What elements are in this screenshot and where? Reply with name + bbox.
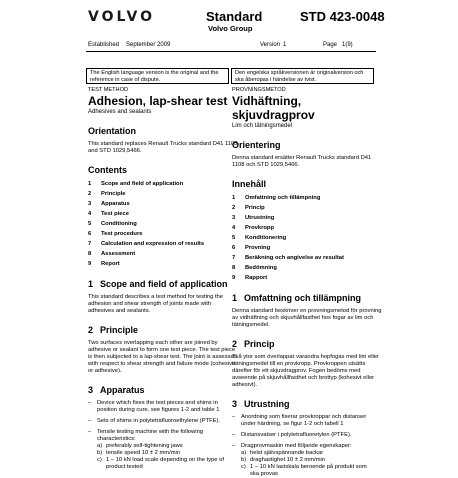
toc-item[interactable]: 9 Rapport [232,275,268,281]
toc-item[interactable]: 5 Conditioning [88,221,137,227]
standard-number: STD 423-0048 [300,9,385,24]
method-label: PROVNINGSMETOD [232,87,286,93]
section-3-heading: 3 Apparatus [88,385,145,395]
section-2-heading: 2 Principle [88,325,139,335]
method-label: TEST METHOD [88,87,128,93]
english-column [88,87,238,471]
apparatus-subitem: b) tensile speed 10 ± 2 mm/min [97,450,181,456]
toc-item[interactable]: 4 Test piece [88,211,129,217]
document-title: Vidhäftning, skjuvdragprov [232,94,315,122]
section-1-text: This standard describes a test method for testing the adhesion and shear strength of joints made with adhesives and sealants. [88,294,224,314]
toc-item[interactable]: 1 Scope and field of application [88,181,184,187]
apparatus-item: – Tensile testing machine with the following characteristics: [88,429,238,443]
section-1-heading: 1 Scope and field of application [88,279,228,289]
header-title: Standard [206,9,263,24]
language-note-en: The English language version is the original and the reference in case of dispute. [86,68,229,84]
apparatus-subitem: b) draghastighet 10 ± 2 mm/min [241,457,326,463]
document-subtitle: Lim och tätningsmedel [232,123,293,129]
orientation-text: This standard replaces Renault Trucks standard D41 1108 and STD 1029,5466. [88,141,238,154]
orientation-heading: Orientering [232,140,281,150]
apparatus-subitem: a) helst självspännande backar [241,450,324,456]
swedish-column [232,87,382,478]
header-subtitle: Volvo Group [208,24,253,33]
version-label: Version [260,42,281,48]
toc-item[interactable]: 6 Provning [232,245,271,251]
language-note-sv: Den engelska språkversionen är originalversion och ska åberopas i händelse av tvist. [231,68,374,84]
section-2-text: Två ytor som överlappar varandra hopfogas med lim eller tätningsmedel till en provkropp. Provkroppen utsätts därefter för ett skjuvdragprov. Fogen bedöms med avseende på skjuvhållfasthet och brottyp (kohesivt eller adhesivt). [232,354,379,388]
apparatus-item: – Distansvatser i polytetrafluoretylen (PTFE). [232,432,382,439]
toc-item[interactable]: 5 Konditionering [232,235,287,241]
version-value: 1 [283,42,287,48]
orientation-heading: Orientation [88,126,137,136]
apparatus-subitem: c) 1 – 10 kN lastskala beroende på produkt som [241,464,367,470]
section-1-heading: 1 Omfattning och tillämpning [232,293,361,303]
toc-item[interactable]: 4 Provkropp [232,225,274,231]
apparatus-subitem: c) 1 – 10 kN load scale depending on the type of [97,457,224,463]
apparatus-item: – Device which fixes the test pieces and shims in position during cure, see figures 1-2 and table 1 [88,400,238,414]
toc-item[interactable]: 3 Apparatus [88,201,130,207]
toc-item[interactable]: 7 Beräkning och angivelse av resultat [232,255,344,261]
toc-item[interactable]: 8 Bedömning [232,265,277,271]
established-value: September 2009 [126,42,171,48]
document-title: Adhesion, lap-shear test [88,94,228,108]
table-of-contents [232,193,382,283]
toc-item[interactable]: 2 Princip [232,205,265,211]
apparatus-subitem: product tested [106,464,143,470]
apparatus-subitem: ska provas [250,471,279,477]
toc-item[interactable]: 8 Assessment [88,251,136,257]
orientation-text: Denna standard ersätter Renault Trucks standard D41 1108 och STD 1029,5466. [232,155,372,168]
apparatus-subitem: a) preferably self-tightening jaws [97,443,183,449]
toc-item[interactable]: 6 Test procedure [88,231,143,237]
document-subtitle: Adhesives and sealants [88,109,152,115]
toc-item[interactable]: 3 Utrustning [232,215,275,221]
section-3-heading: 3 Utrustning [232,399,290,409]
apparatus-item: – Dragprovmaskin med följande egenskaper: [232,443,382,450]
established-label: Established [88,42,120,48]
section-2-text: Two surfaces overlapping each other are joined by adhesive or sealant to form one test piece. The test piece is then subjected to a lap-shear test. The joint is assessed with respect to shear strength and failure mode (cohesive or adhesive). [88,340,237,374]
apparatus-item: – Anordning som fixerar provkroppar och distanser under härdning, se figur 1-2 och tabell 1 [232,414,382,428]
section-2-heading: 2 Princip [232,339,275,349]
page-label: Page [323,42,338,48]
contents-heading: Innehåll [232,179,267,189]
table-of-contents [88,179,238,269]
page-number: 1(9) [342,42,353,48]
toc-item[interactable]: 9 Report [88,261,120,267]
contents-heading: Contents [88,165,127,175]
toc-item[interactable]: 2 Principle [88,191,126,197]
header-rule [86,51,376,52]
section-1-text: Denna standard beskriver en provningsmetod för provning av vidhäftning och skjuvhållfasthet hos fogar av lim och tätningsmedel. [232,308,382,328]
toc-item[interactable]: 1 Omfattning och tillämpning [232,195,321,201]
apparatus-item: – Sets of shims in polytetrafluoroethylene (PTFE). [88,418,238,425]
toc-item[interactable]: 7 Calculation and expression of results [88,241,205,247]
volvo-logo: VOLVO [88,9,155,25]
